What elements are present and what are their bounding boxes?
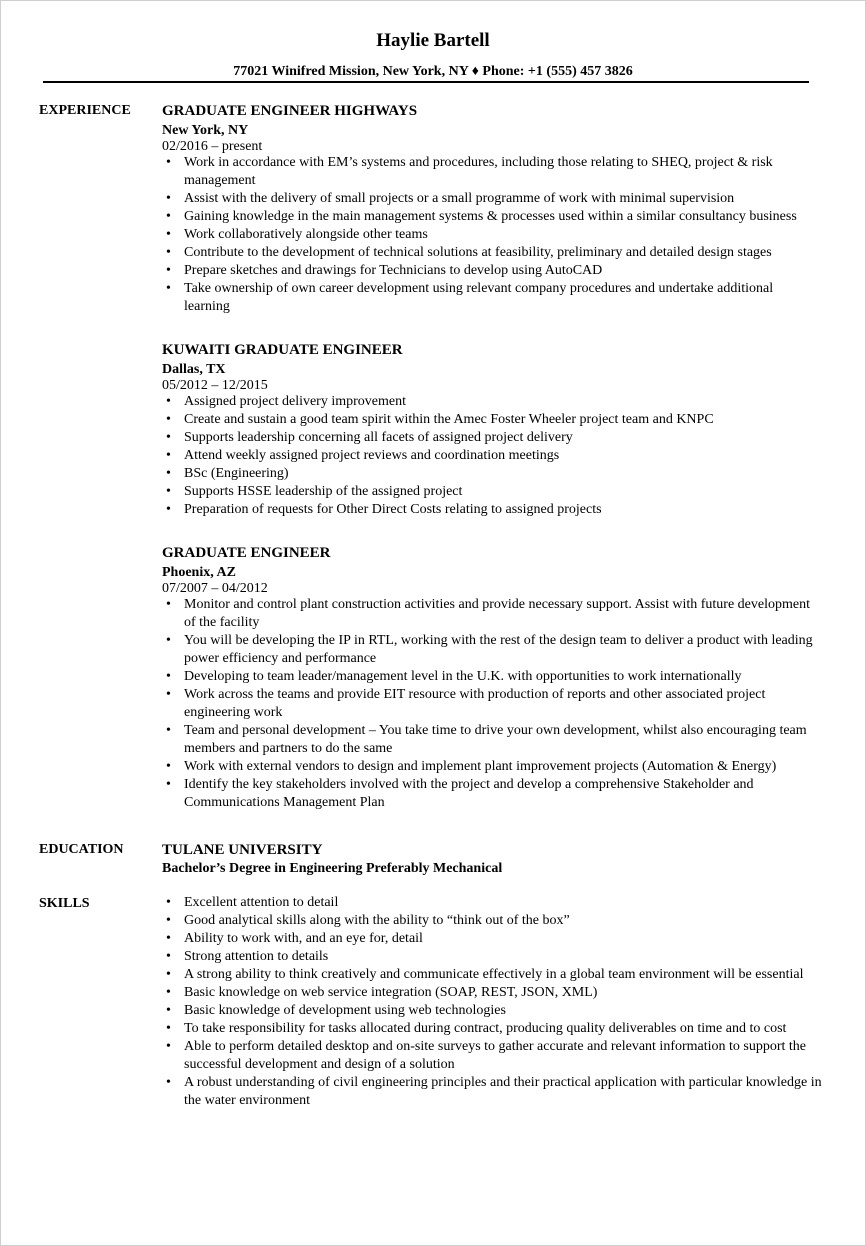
experience-body bbox=[162, 101, 822, 812]
list-item: • Supports HSSE leadership of the assigned project bbox=[162, 483, 822, 501]
job-duties-list bbox=[162, 596, 822, 812]
job-duties-list bbox=[162, 393, 822, 519]
job-location: Dallas, TX bbox=[162, 362, 226, 377]
degree-name: Bachelor’s Degree in Engineering Preferably Mechanical bbox=[162, 861, 503, 876]
list-item: • Assist with the delivery of small projects or a small programme of work with minimal supervision bbox=[162, 190, 822, 208]
list-item: • You will be developing the IP in RTL, working with the rest of the design team to deliver a product with leading power efficiency and performance bbox=[162, 632, 822, 668]
list-item: • Excellent attention to detail bbox=[162, 894, 822, 912]
job-duties-list bbox=[162, 154, 822, 316]
job-title: GRADUATE ENGINEER bbox=[162, 545, 331, 561]
skills-body bbox=[162, 894, 822, 1110]
list-item: • Work in accordance with EM’s systems and procedures, including those relating to SHEQ, project & risk management bbox=[162, 154, 822, 190]
list-item: • Prepare sketches and drawings for Technicians to develop using AutoCAD bbox=[162, 262, 822, 280]
section-label-skills: SKILLS bbox=[39, 896, 90, 911]
list-item: • Assigned project delivery improvement bbox=[162, 393, 822, 411]
education-body bbox=[162, 840, 822, 878]
list-item: • Strong attention to details bbox=[162, 948, 822, 966]
experience-section bbox=[1, 101, 865, 812]
job-dates: 07/2007 – 04/2012 bbox=[162, 581, 268, 596]
list-item: • Create and sustain a good team spirit within the Amec Foster Wheeler project team and KNPC bbox=[162, 411, 822, 429]
list-item: • A strong ability to think creatively and communicate effectively in a global team environment will be essential bbox=[162, 966, 822, 984]
list-item: • Developing to team leader/management level in the U.K. with opportunities to work internationally bbox=[162, 668, 822, 686]
list-item: • To take responsibility for tasks allocated during contract, producing quality deliverables on time and to cost bbox=[162, 1020, 822, 1038]
job-dates: 02/2016 – present bbox=[162, 139, 263, 154]
list-item: • Take ownership of own career development using relevant company procedures and undertake additional learning bbox=[162, 280, 822, 316]
section-label-experience: EXPERIENCE bbox=[39, 103, 131, 118]
job-entry bbox=[162, 101, 822, 316]
job-entry bbox=[162, 340, 822, 519]
list-item: • Monitor and control plant construction activities and provide necessary support. Assist with future development of the facility bbox=[162, 596, 822, 632]
list-item: • Work with external vendors to design and implement plant improvement projects (Automation & Energy) bbox=[162, 758, 822, 776]
list-item: • Basic knowledge of development using web technologies bbox=[162, 1002, 822, 1020]
job-title: GRADUATE ENGINEER HIGHWAYS bbox=[162, 103, 418, 119]
list-item: • Basic knowledge on web service integration (SOAP, REST, JSON, XML) bbox=[162, 984, 822, 1002]
candidate-name: Haylie Bartell bbox=[376, 30, 490, 51]
list-item: • Attend weekly assigned project reviews and coordination meetings bbox=[162, 447, 822, 465]
list-item: • Good analytical skills along with the ability to “think out of the box” bbox=[162, 912, 822, 930]
list-item: • Team and personal development – You take time to drive your own development, whilst also encouraging team members and partners to do the same bbox=[162, 722, 822, 758]
list-item: • Identify the key stakeholders involved with the project and develop a comprehensive Stakeholder and Communications Management Plan bbox=[162, 776, 822, 812]
education-section bbox=[1, 840, 865, 878]
job-title: KUWAITI GRADUATE ENGINEER bbox=[162, 342, 403, 358]
skills-section bbox=[1, 894, 865, 1110]
list-item: • Supports leadership concerning all facets of assigned project delivery bbox=[162, 429, 822, 447]
list-item: • Contribute to the development of technical solutions at feasibility, preliminary and detailed design stages bbox=[162, 244, 822, 262]
list-item: • A robust understanding of civil engineering principles and their practical application with particular knowledge in the water environment bbox=[162, 1074, 822, 1110]
job-location: Phoenix, AZ bbox=[162, 565, 236, 580]
resume-content bbox=[1, 101, 865, 1110]
list-item: • Gaining knowledge in the main management systems & processes used within a similar consultancy business bbox=[162, 208, 822, 226]
list-item: • Ability to work with, and an eye for, detail bbox=[162, 930, 822, 948]
job-location: New York, NY bbox=[162, 123, 249, 138]
school-name: TULANE UNIVERSITY bbox=[162, 842, 323, 858]
header-divider bbox=[43, 81, 809, 83]
list-item: • BSc (Engineering) bbox=[162, 465, 822, 483]
section-label-education: EDUCATION bbox=[39, 842, 124, 857]
job-entry bbox=[162, 543, 822, 812]
job-dates: 05/2012 – 12/2015 bbox=[162, 378, 268, 393]
list-item: • Work across the teams and provide EIT resource with production of reports and other associated project engineering work bbox=[162, 686, 822, 722]
list-item: • Preparation of requests for Other Direct Costs relating to assigned projects bbox=[162, 501, 822, 519]
contact-line: 77021 Winifred Mission, New York, NY ♦ Phone: +1 (555) 457 3826 bbox=[233, 64, 633, 79]
list-item: • Work collaboratively alongside other teams bbox=[162, 226, 822, 244]
skills-list bbox=[162, 894, 822, 1110]
list-item: • Able to perform detailed desktop and on-site surveys to gather accurate and relevant information to support the successful development and design of a solution bbox=[162, 1038, 822, 1074]
